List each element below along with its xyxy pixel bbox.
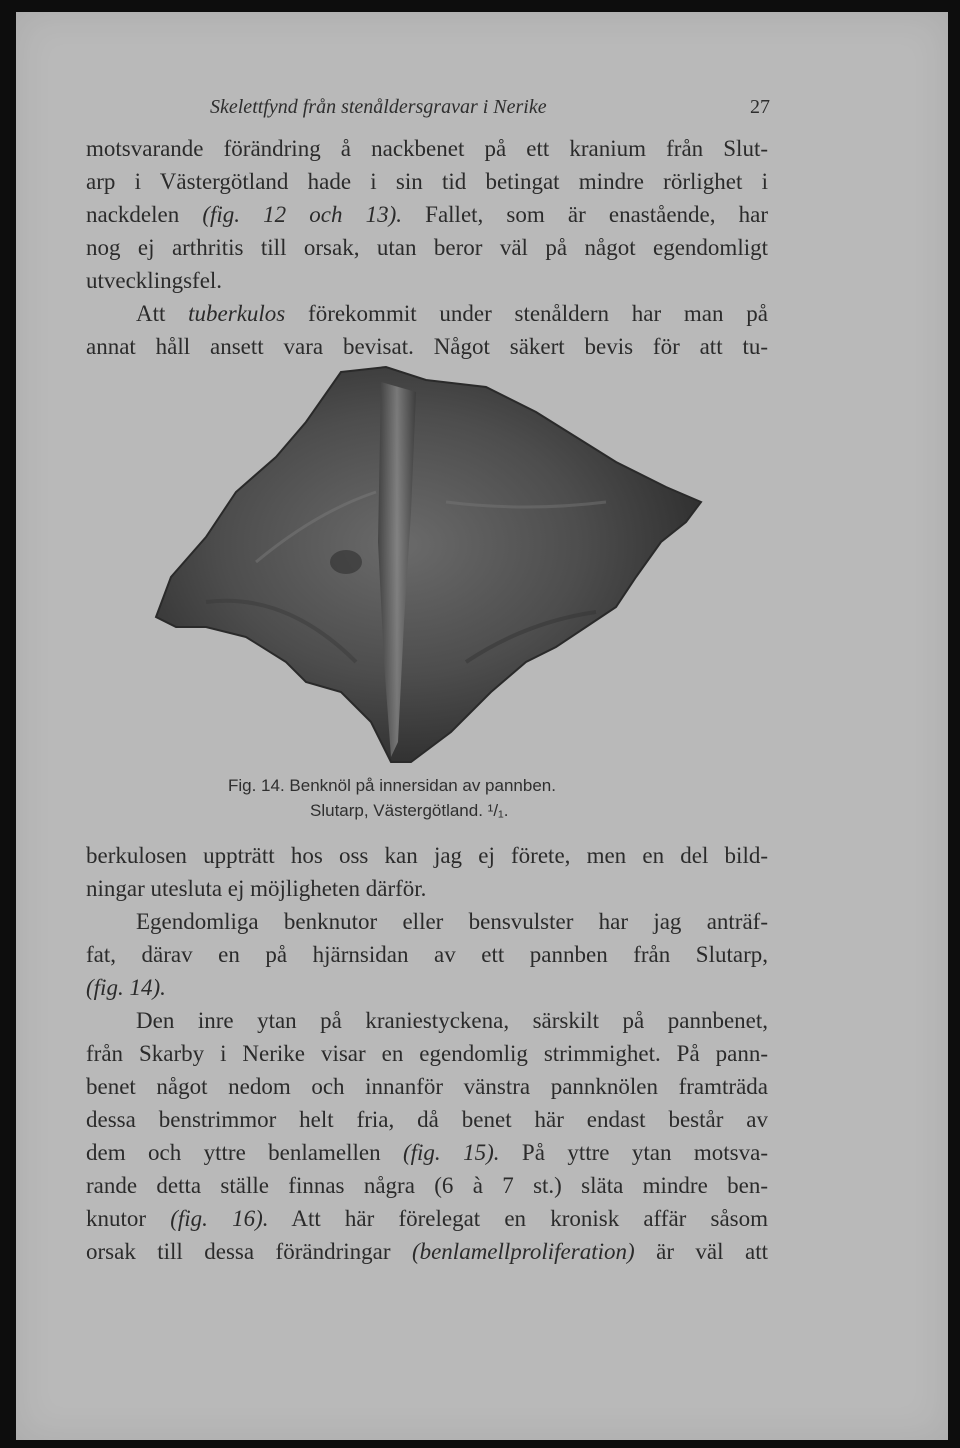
italic-reference: (fig. 14).	[86, 975, 166, 1000]
text-line: annat håll ansett vara bevisat. Något säkert bevis för att tu-	[86, 334, 768, 359]
text-line: Egendomliga benknutor eller bensvulster har jag anträf-	[136, 909, 768, 934]
text-line: nackdelen (fig. 12 och 13). Fallet, som är enastående, har	[86, 202, 769, 227]
italic-reference: tuberkulos	[188, 301, 286, 326]
text-line: nog ej arthritis till orsak, utan beror väl på något egendomligt	[86, 235, 768, 260]
italic-reference: (fig. 16).	[170, 1206, 269, 1231]
page-header	[210, 96, 770, 124]
italic-reference: (benlamellproliferation)	[411, 1239, 635, 1264]
text-line: från Skarby i Nerike visar en egendomlig strimmighet. På pann-	[86, 1041, 768, 1066]
italic-reference: (fig. 15).	[402, 1140, 500, 1165]
text-line: benet något nedom och innanför vänstra pannknölen framträda	[86, 1074, 768, 1099]
running-title: Skelettfynd från stenåldersgravar i Nerike	[210, 96, 547, 118]
text-line: ningar utesluta ej möjligheten därför.	[86, 876, 427, 901]
text-line: knutor (fig. 16). Att här förelegat en kronisk affär såsom	[86, 1206, 768, 1231]
text-line: Att tuberkulos förekommit under stenåldern har man på	[136, 301, 768, 326]
page-number: 27	[750, 96, 770, 118]
text-line: arp i Västergötland hade i sin tid betingat mindre rörlighet i	[86, 169, 768, 194]
text-line: dessa benstrimmor helt fria, då benet här endast består av	[86, 1107, 768, 1132]
book-page	[16, 12, 948, 1440]
figure-caption-line1: Fig. 14. Benknöl på innersidan av pannben.	[228, 776, 556, 795]
text-line: dem och yttre benlamellen (fig. 15). På yttre ytan motsva-	[86, 1140, 768, 1165]
text-line: orsak till dessa förändringar (benlamellproliferation) är väl att	[86, 1239, 768, 1264]
text-line: utvecklingsfel.	[86, 268, 223, 293]
text-line	[86, 971, 768, 1005]
text-line: rande detta ställe finnas några (6 à 7 st.) släta mindre ben-	[86, 1173, 768, 1198]
text-line: motsvarande förändring å nackbenet på ett kranium från Slut-	[86, 136, 768, 161]
text-line: Den inre ytan på kraniestyckena, särskilt på pannbenet,	[136, 1008, 768, 1033]
italic-reference: (fig. 12 och 13).	[202, 202, 403, 227]
bone-fragment-photo	[146, 362, 716, 772]
text-line: berkulosen uppträtt hos oss kan jag ej förete, men en del bild-	[86, 843, 768, 868]
figure-caption-line2: Slutarp, Västergötland. ¹/₁.	[310, 801, 509, 820]
text-line: fat, därav en på hjärnsidan av ett pannben från Slutarp,	[86, 942, 768, 967]
